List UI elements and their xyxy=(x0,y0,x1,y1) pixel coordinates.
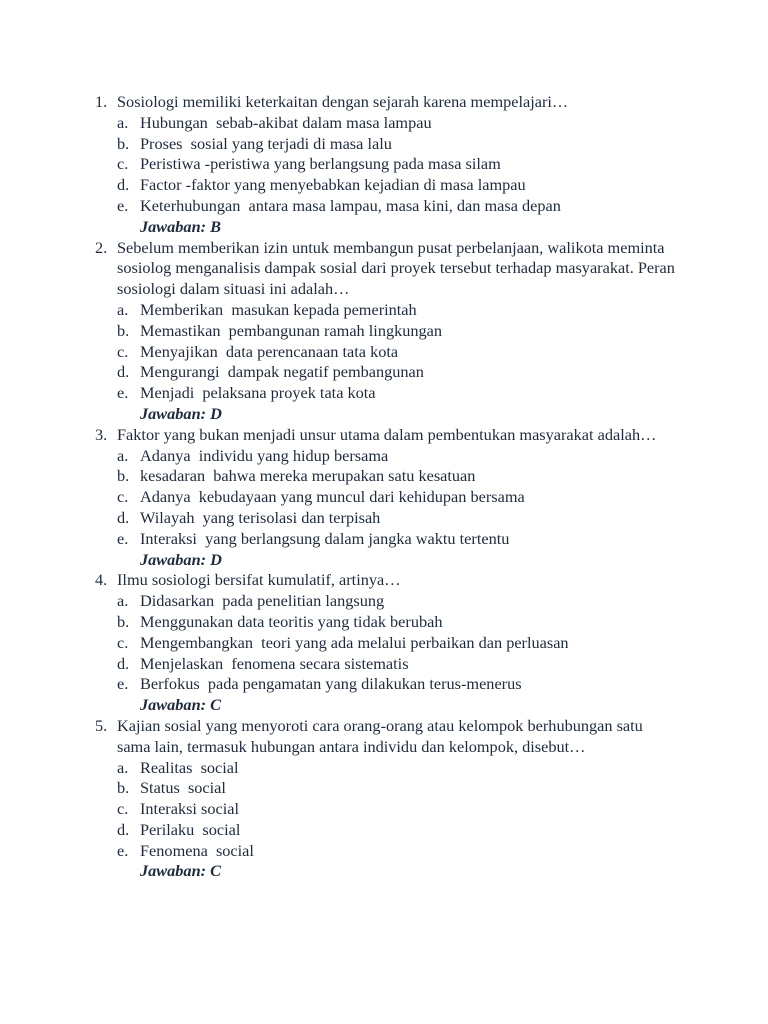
question-item xyxy=(88,238,678,425)
option-item xyxy=(117,758,678,779)
option-item xyxy=(117,466,678,487)
option-text: Mengembangkan teori yang ada melalui perbaikan dan perluasan xyxy=(140,632,569,652)
question-text: Sosiologi memiliki keterkaitan dengan sejarah karena mempelajari… xyxy=(117,92,569,111)
option-item xyxy=(117,508,678,529)
option-item xyxy=(117,300,678,321)
option-item xyxy=(117,591,678,612)
option-letter: d. xyxy=(117,653,130,673)
option-item xyxy=(117,487,678,508)
option-text: Adanya individu yang hidup bersama xyxy=(140,445,389,465)
option-item xyxy=(117,633,678,654)
option-text: Factor -faktor yang menyebabkan kejadian di masa lampau xyxy=(140,175,526,195)
question-number: 1. xyxy=(95,92,108,111)
option-text: Interaksi social xyxy=(140,799,240,819)
option-list xyxy=(117,446,678,550)
question-item xyxy=(88,425,678,571)
option-letter: e. xyxy=(117,383,129,403)
option-item xyxy=(117,612,678,633)
option-text: Adanya kebudayaan yang muncul dari kehidupan bersama xyxy=(140,487,525,507)
question-text: Faktor yang bukan menjadi unsur utama dalam pembentukan masyarakat adalah… xyxy=(117,424,657,444)
option-letter: a. xyxy=(117,299,129,319)
option-item xyxy=(117,196,678,217)
option-item xyxy=(117,342,678,363)
question-number: 5. xyxy=(95,715,108,735)
option-letter: a. xyxy=(117,757,129,777)
option-item xyxy=(117,383,678,404)
option-text: Memberikan masukan kepada pemerintah xyxy=(140,299,417,319)
question-number: 4. xyxy=(95,570,108,590)
question-text: Ilmu sosiologi bersifat kumulatif, artinya… xyxy=(117,570,401,590)
option-letter: a. xyxy=(117,445,129,465)
option-item xyxy=(117,778,678,799)
answer-key: Jawaban: C xyxy=(140,861,221,881)
option-item xyxy=(117,529,678,550)
option-list xyxy=(117,300,678,404)
option-text: Menggunakan data teoritis yang tidak berubah xyxy=(140,611,443,631)
option-item xyxy=(117,654,678,675)
question-item xyxy=(88,570,678,716)
option-text: Interaksi yang berlangsung dalam jangka waktu tertentu xyxy=(140,528,510,548)
option-text: Perilaku social xyxy=(140,819,241,839)
option-letter: b. xyxy=(117,320,130,340)
option-text: Menyajikan data perencanaan tata kota xyxy=(140,341,399,361)
option-letter: c. xyxy=(117,799,129,819)
option-item xyxy=(117,134,678,155)
option-letter: e. xyxy=(117,840,129,860)
option-text: Berfokus pada pengamatan yang dilakukan terus-menerus xyxy=(140,674,522,694)
option-letter: b. xyxy=(117,611,130,631)
option-text: Realitas social xyxy=(140,757,239,777)
option-item xyxy=(117,446,678,467)
option-text: kesadaran bahwa mereka merupakan satu kesatuan xyxy=(140,466,476,486)
option-text: Wilayah yang terisolasi dan terpisah xyxy=(140,507,381,527)
option-letter: a. xyxy=(117,591,129,611)
option-item xyxy=(117,113,678,134)
option-letter: d. xyxy=(117,362,130,382)
option-text: Hubungan sebab-akibat dalam masa lampau xyxy=(140,112,432,132)
answer-key: Jawaban: C xyxy=(140,695,221,715)
option-text: Fenomena social xyxy=(140,840,254,860)
option-letter: d. xyxy=(117,175,130,195)
option-letter: e. xyxy=(117,674,129,694)
option-letter: b. xyxy=(117,778,130,798)
question-item xyxy=(88,92,678,238)
option-letter: c. xyxy=(117,154,129,174)
option-letter: d. xyxy=(117,507,130,527)
option-letter: b. xyxy=(117,466,130,486)
option-letter: a. xyxy=(117,112,129,132)
option-text: Peristiwa -peristiwa yang berlangsung pada masa silam xyxy=(140,154,501,174)
option-letter: c. xyxy=(117,341,129,361)
option-text: Menjelaskan fenomena secara sistematis xyxy=(140,653,409,673)
answer-key: Jawaban: B xyxy=(140,216,221,236)
option-list xyxy=(117,591,678,695)
question-text: Sebelum memberikan izin untuk membangun pusat perbelanjaan, walikota meminta sosiolog menganalisis dampak sosial dari proyek tersebut terhadap masyarakat. Peran sosiologi dalam situasi ini adalah… xyxy=(117,237,675,299)
option-item xyxy=(117,321,678,342)
option-item xyxy=(117,674,678,695)
question-text: Kajian sosial yang menyoroti cara orang-orang atau kelompok berhubungan satu sama lain, termasuk hubungan antara individu dan kelompok, disebut… xyxy=(117,715,643,756)
option-text: Didasarkan pada penelitian langsung xyxy=(140,591,385,611)
option-item xyxy=(117,820,678,841)
option-text: Status social xyxy=(140,778,226,798)
option-item xyxy=(117,799,678,820)
option-letter: b. xyxy=(117,133,130,153)
question-item xyxy=(88,716,678,882)
option-item xyxy=(117,362,678,383)
option-letter: d. xyxy=(117,819,130,839)
option-letter: e. xyxy=(117,528,129,548)
answer-key: Jawaban: D xyxy=(140,403,222,423)
question-number: 3. xyxy=(95,424,108,444)
option-text: Keterhubungan antara masa lampau, masa kini, dan masa depan xyxy=(140,195,561,215)
option-text: Memastikan pembangunan ramah lingkungan xyxy=(140,320,443,340)
option-text: Mengurangi dampak negatif pembangunan xyxy=(140,362,424,382)
option-text: Menjadi pelaksana proyek tata kota xyxy=(140,383,376,403)
question-number: 2. xyxy=(95,237,108,257)
option-item xyxy=(117,175,678,196)
option-item xyxy=(117,154,678,175)
option-text: Proses sosial yang terjadi di masa lalu xyxy=(140,133,392,153)
option-letter: c. xyxy=(117,487,129,507)
answer-key: Jawaban: D xyxy=(140,549,222,569)
option-letter: c. xyxy=(117,632,129,652)
option-list xyxy=(117,758,678,862)
option-list xyxy=(117,113,678,217)
option-letter: e. xyxy=(117,195,129,215)
question-list xyxy=(88,92,678,882)
option-item xyxy=(117,841,678,862)
